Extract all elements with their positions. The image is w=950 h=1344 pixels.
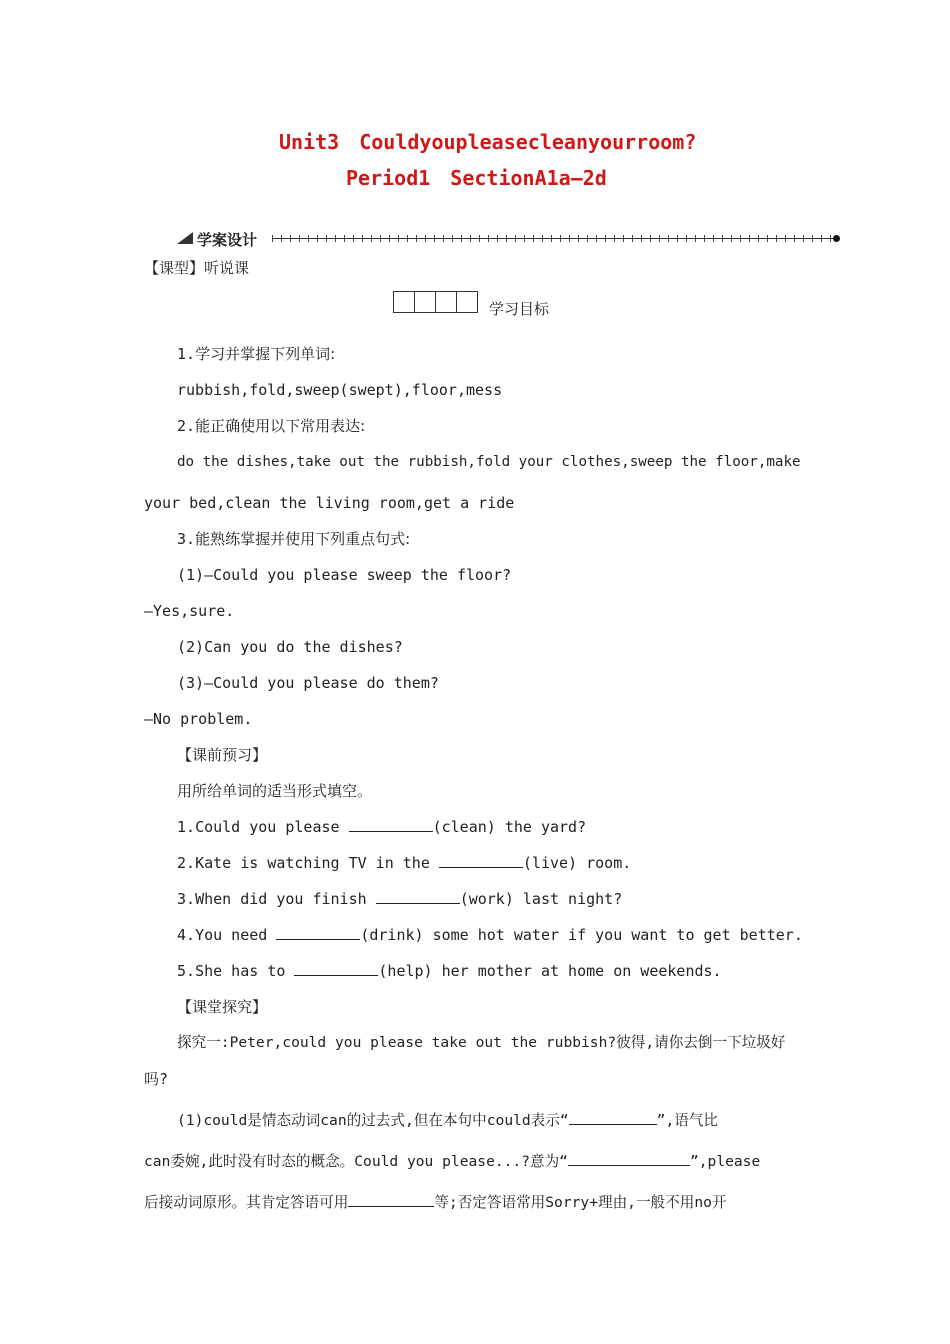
- exercise-2: [177, 853, 631, 873]
- text: 后接动词原形。其肯定答语可用: [144, 1194, 349, 1211]
- answer-blank[interactable]: [348, 1192, 434, 1207]
- sentence-1a: (1)—Could you please sweep the floor?: [177, 566, 512, 584]
- box: [435, 291, 457, 313]
- exercise-5: [177, 961, 722, 981]
- text: Could you please: [195, 818, 349, 836]
- banner-line: [272, 238, 834, 240]
- section-banner: 学案设计: [197, 231, 258, 249]
- text: 等;否定答语常用Sorry+理由,一般不用no开: [434, 1194, 727, 1211]
- num: 5.: [177, 962, 196, 980]
- text: (1)could是情态动词can的过去式,但在本句中could表示“: [177, 1112, 569, 1129]
- explore-para-line1: [177, 1110, 718, 1131]
- num: 4.: [177, 926, 196, 944]
- num: 3.: [177, 530, 196, 548]
- text: She has to: [195, 962, 295, 980]
- text: can委婉,此时没有时态的概念。Could you please...?意为“: [144, 1153, 568, 1170]
- explore1-line2: 吗?: [144, 1070, 169, 1088]
- sentence-2: (2)Can you do the dishes?: [177, 638, 403, 656]
- unit-title: Unit3 Couldyoupleasecleanyourroom?: [279, 130, 697, 154]
- objective-1-words: rubbish,fold,sweep(swept),floor,mess: [177, 381, 503, 399]
- text: (work) last night?: [459, 890, 623, 908]
- objective-2-line1: do the dishes,take out the rubbish,fold your clothes,sweep the floor,make: [177, 454, 801, 470]
- answer-blank[interactable]: [439, 853, 523, 868]
- text: (clean) the yard?: [432, 818, 587, 836]
- preview-heading: 【课前预习】: [177, 746, 268, 764]
- text: ”,please: [689, 1153, 761, 1170]
- answer-blank[interactable]: [569, 1110, 657, 1125]
- num: 1.: [177, 345, 196, 363]
- preview-instructions: 用所给单词的适当形式填空。: [177, 782, 373, 800]
- sentence-3a: (3)—Could you please do them?: [177, 674, 439, 692]
- sentence-1b: —Yes,sure.: [144, 602, 235, 620]
- objective-2-line2: your bed,clean the living room,get a ride: [144, 494, 515, 512]
- num: 3.: [177, 890, 196, 908]
- answer-blank[interactable]: [376, 889, 460, 904]
- num: 1.: [177, 818, 196, 836]
- box: [456, 291, 478, 313]
- lesson-type: 【课型】听说课: [144, 259, 250, 277]
- text: When did you finish: [195, 890, 376, 908]
- text: (drink) some hot water if you want to get better.: [360, 926, 803, 944]
- objective-2: [177, 416, 365, 436]
- text: (live) room.: [522, 854, 632, 872]
- text: ”,语气比: [656, 1112, 719, 1129]
- answer-blank[interactable]: [349, 817, 433, 832]
- answer-blank[interactable]: [294, 961, 378, 976]
- explore1-line1: 探究一:Peter,could you please take out the rubbish?彼得,请你去倒一下垃圾好: [177, 1034, 786, 1051]
- objective-boxes: [393, 291, 477, 313]
- exercise-4: [177, 925, 803, 945]
- explore-para-line3: [144, 1192, 727, 1213]
- text: 能熟练掌握并使用下列重点句式:: [195, 530, 411, 548]
- exercise-1: [177, 817, 586, 837]
- box: [393, 291, 415, 313]
- answer-blank[interactable]: [568, 1151, 690, 1166]
- text: You need: [195, 926, 277, 944]
- banner-triangle-icon: [177, 232, 193, 244]
- answer-blank[interactable]: [276, 925, 360, 940]
- num: 2.: [177, 854, 196, 872]
- exercise-3: [177, 889, 622, 909]
- objective-1: [177, 344, 335, 364]
- box: [414, 291, 436, 313]
- explore-para-line2: [144, 1151, 760, 1172]
- text: Kate is watching TV in the: [195, 854, 439, 872]
- explore-heading: 【课堂探究】: [177, 998, 268, 1016]
- sentence-3b: —No problem.: [144, 710, 253, 728]
- text: (help) her mother at home on weekends.: [378, 962, 722, 980]
- text: 学习并掌握下列单词:: [195, 345, 336, 363]
- objectives-heading: 学习目标: [489, 300, 550, 318]
- text: 能正确使用以下常用表达:: [195, 417, 366, 435]
- num: 2.: [177, 417, 196, 435]
- objective-3: [177, 529, 410, 549]
- period-title: Period1 SectionA1a—2d: [346, 166, 607, 190]
